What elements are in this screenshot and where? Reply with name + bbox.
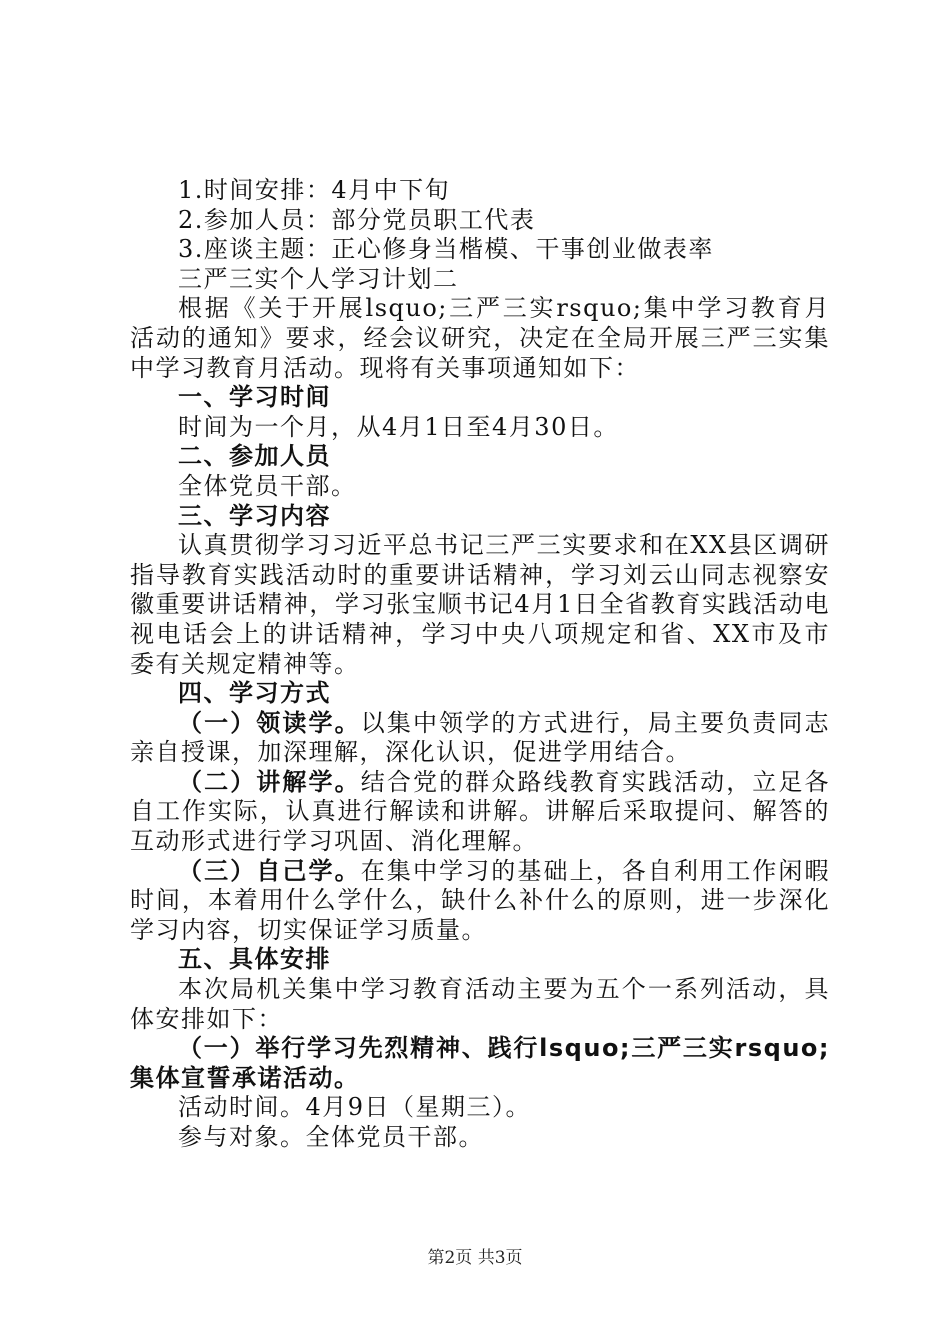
section-heading-arrangement: 五、具体安排: [178, 945, 331, 974]
plan-title: 三严三实个人学习计划二: [178, 264, 459, 293]
method-3-text: 在集中学习的基础上，各自利用工作闲暇时间，本着用什么学什么，缺什么补什么的原则，进一步深化学习内容，切实保证学习质量。: [130, 856, 831, 944]
arrangement-paragraph: 本次局机关集中学习教育活动主要为五个一系列活动，具体安排如下：: [130, 975, 830, 1033]
intro-paragraph: 根据《关于开展lsquo;三严三实rsquo;集中学习教育月活动的通知》要求，经会议研究，决定在全局开展三严三实集中学习教育月活动。现将有关事项通知如下：: [130, 294, 830, 382]
participants-paragraph: 全体党员干部。: [178, 471, 357, 500]
schedule-line: 1.时间安排：4月中下旬: [178, 176, 451, 204]
section-heading-content: 三、学习内容: [178, 501, 331, 530]
section-heading-participants: 二、参加人员: [178, 442, 331, 471]
method-paragraph-3: [130, 857, 830, 946]
method-1-text: 以集中领学的方式进行，局主要负责同志亲自授课，加深理解，深化认识，促进学用结合。: [130, 708, 831, 767]
method-2-label: （二）讲解学。: [178, 767, 361, 796]
topic-line: 3.座谈主题：正心修身当楷模、干事创业做表率: [178, 235, 714, 264]
section-heading-method: 四、学习方式: [178, 679, 331, 708]
content-paragraph: 认真贯彻学习习近平总书记三严三实要求和在XX县区调研指导教育实践活动时的重要讲话精神，学习刘云山同志视察安徽重要讲话精神，学习张宝顺书记4月1日全省教育实践活动电视电话会上的讲话精神，学习中央八项规定和省、XX市及市委有关规定精神等。: [130, 531, 830, 678]
method-paragraph-2: [130, 768, 830, 857]
page-number: 第2页 共3页: [427, 1248, 523, 1268]
method-paragraph-1: [130, 709, 830, 768]
method-2-text: 结合党的群众路线教育实践活动，立足各自工作实际，认真进行解读和讲解。讲解后采取提问、解答的互动形式进行学习巩固、消化理解。: [130, 767, 831, 856]
participants-line: 2.参加人员：部分党员职工代表: [178, 205, 536, 234]
time-paragraph: 时间为一个月，从4月1日至4月30日。: [178, 412, 619, 441]
method-3-label: （三）自己学。: [178, 856, 361, 885]
document-body: [130, 176, 830, 1153]
activity-time: 活动时间。4月9日（星期三）。: [178, 1093, 532, 1122]
activity-1-heading: （一）举行学习先烈精神、践行lsquo;三严三实rsquo;集体宣誓承诺活动。: [130, 1034, 830, 1092]
method-1-label: （一）领读学。: [178, 708, 361, 737]
section-heading-time: 一、学习时间: [178, 383, 331, 412]
activity-participants: 参与对象。全体党员干部。: [178, 1123, 484, 1151]
